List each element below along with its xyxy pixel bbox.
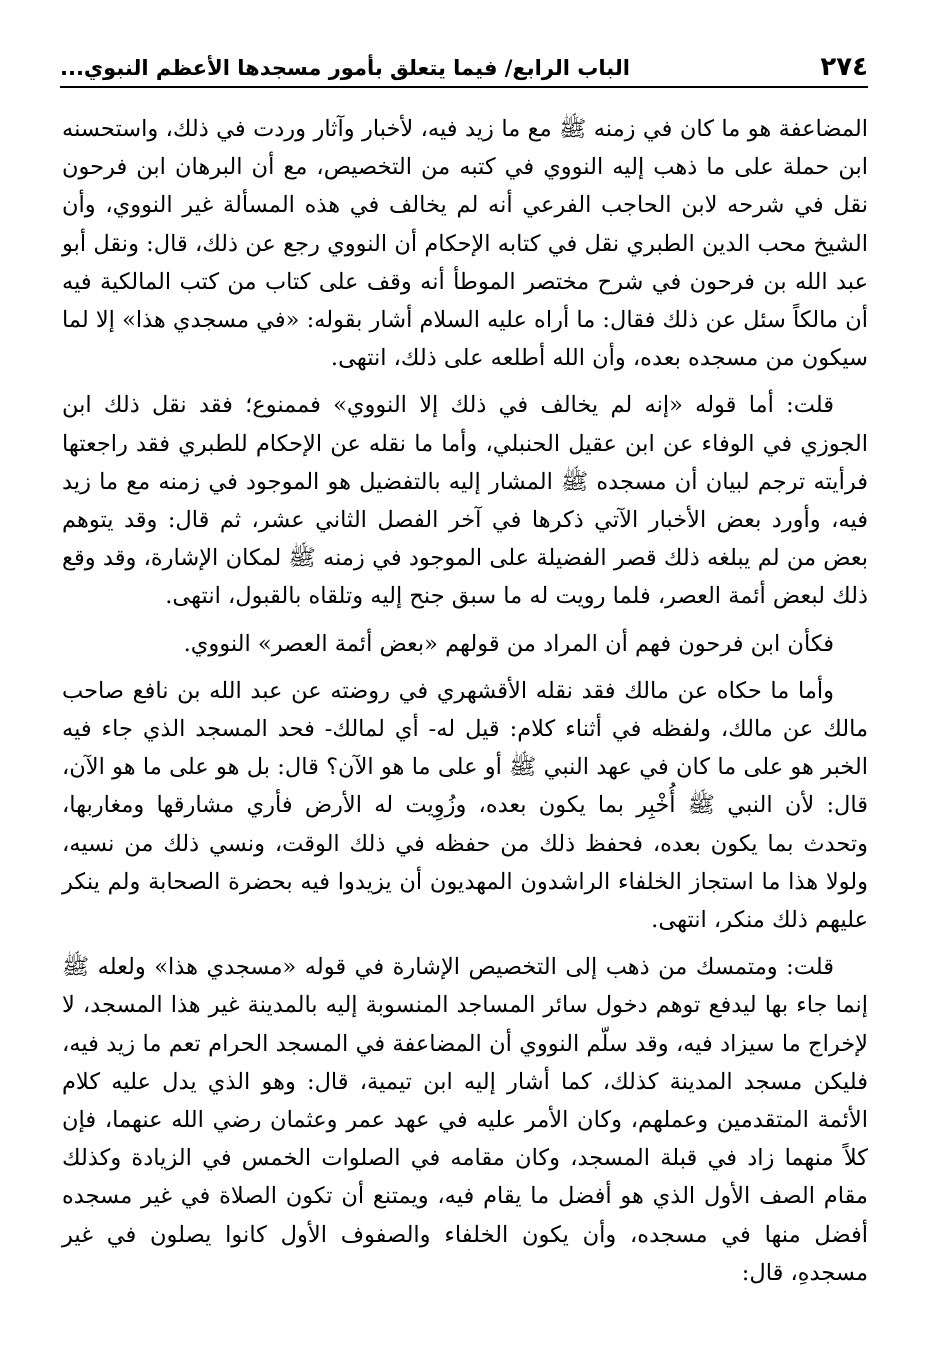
- page-number: ٢٧٤: [820, 52, 868, 82]
- paragraph: وأما ما حكاه عن مالك فقد نقله الأقشهري في روضته عن عبد الله بن نافع صاحب مالك عن مالك، ولفظه في أثناء كلام: قيل له- أي لمالك- فحد المسجد الذي جاء فيه الخبر هو على ما كان في عهد النبي ﷺ أو على ما هو الآن؟ قال: بل هو على ما هو الآن، قال: لأن النبي ﷺ أُخْبِر بما يكون بعده، وزُوِيت له الأرض فأري مشارقها ومغاربها، وتحدث بما يكون بعده، فحفظ ذلك من حفظه في ذلك الوقت، ونسي ذلك من نسيه، ولولا هذا ما استجاز الخلفاء الراشدون المهديون أن يزيدوا فيه بحضرة الصحابة ولم ينكر عليهم ذلك منكر، انتهى.: [62, 677, 868, 934]
- paragraph: قلت: أما قوله «إنه لم يخالف في ذلك إلا النووي» فممنوع؛ فقد نقل ذلك ابن الجوزي في الوفاء عن ابن عقيل الحنبلي، وأما ما نقله عن الإحكام للطبري فقد راجعتها فرأيته ترجم لبيان أن مسجده ﷺ المشار إليه بالتفضيل هو الموجود في زمنه مع ما زيد فيه، وأورد بعض الأخبار الآتي ذكرها في آخر الفصل الثاني عشر، ثم قال: وقد يتوهم بعض من لم يبلغه ذلك قصر الفضيلة على الموجود في زمنه ﷺ لمكان الإشارة، وقد وقع ذلك لبعض أئمة العصر، فلما رويت له ما سبق جنح إليه وتلقاه بالقبول، انتهى.: [62, 392, 868, 610]
- page-header: [60, 48, 868, 88]
- paragraph: المضاعفة هو ما كان في زمنه ﷺ مع ما زيد فيه، لأخبار وآثار وردت في ذلك، واستحسنه ابن حملة على ما ذهب إليه النووي في كتبه من التخصيص، مع أن البرهان ابن فرحون نقل في شرحه لابن الحاجب الفرعي أنه لم يخالف في هذه المسألة غير النووي، وأن الشيخ محب الدين الطبري نقل في كتابه الإحكام أن النووي رجع عن ذلك، قال: ونقل أبو عبد الله بن فرحون في شرح مختصر الموطأ أنه وقف على كتاب من كتب المالكية فيه أن مالكاً سئل عن ذلك فقال: ما أراه عليه السلام أشار بقوله: «في مسجدي هذا» إلا لما سيكون من مسجده بعده، وأن الله أطلعه على ذلك، انتهى.: [61, 116, 868, 372]
- paragraph: قلت: ومتمسك من ذهب إلى التخصيص الإشارة في قوله «مسجدي هذا» ولعله ﷺ إنما جاء بها ليدفع توهم دخول سائر المساجد المنسوبة إليه بالمدينة غير هذا المسجد، لا لإخراج ما سيزاد فيه، وقد سلّم النووي أن المضاعفة في المسجد الحرام تعم ما زيد فيه، فليكن مسجد المدينة كذلك، كما أشار إليه ابن تيمية، قال: وهو الذي يدل عليه كلام الأئمة المتقدمين وعملهم، وكان الأمر عليه في عهد عمر وعثمان رضي الله عنهما، فإن كلاً منهما زاد في قبلة المسجد، وكان مقامه في الصلوات الخمس في الزيادة وكذلك مقام الصف الأول الذي هو أفضل ما يقام فيه، ويمتنع أن تكون الصلاة في غير مسجده أفضل منها في مسجده، وأن يكون الخلفاء والصفوف الأول كانوا يصلون في غير مسجدهِ، قال:: [62, 954, 868, 1286]
- main-text: [62, 110, 868, 1301]
- running-title: الباب الرابع/ فيما يتعلق بأمور مسجدها الأعظم النبوي...: [60, 56, 630, 80]
- paragraph: فكأن ابن فرحون فهم أن المراد من قولهم «بعض أئمة العصر» النووي.: [183, 630, 834, 657]
